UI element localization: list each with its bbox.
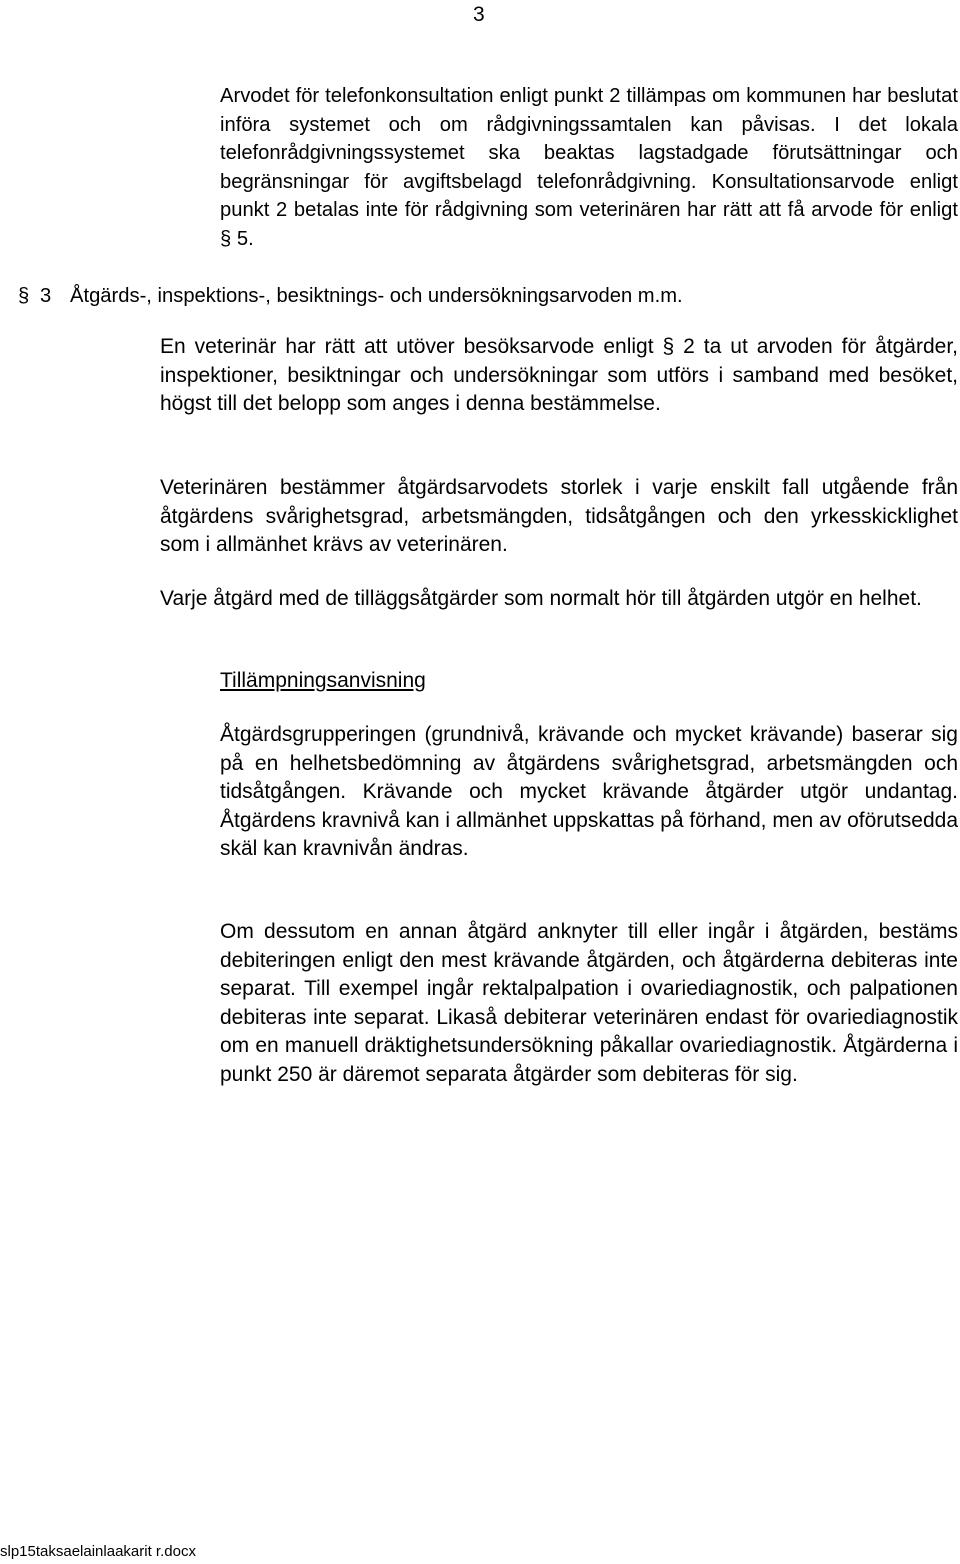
section-number: 3 xyxy=(40,285,52,307)
page-number: 3 xyxy=(473,3,485,26)
section-paragraph: Veterinären bestämmer åtgärdsarvodets storlek i varje enskilt fall utgående från åtgärdens svårighetsgrad, arbetsmängden, tidsåtgången och den yrkesskicklighet som i allmänhet krävs av veterinären. xyxy=(160,476,958,557)
intro-paragraph: Arvodet för telefonkonsultation enligt punkt 2 tillämpas om kommunen har beslutat införa systemet och om rådgivningssamtalen kan påvisas. I det lokala telefonrådgivningssystemet ska beaktas lagstadgade förutsättningar och begränsningar för avgiftsbelagd telefonrådgivning. Konsultationsarvode enligt punkt 2 betalas inte för rådgivning som veterinären har rätt att få arvode för enligt § 5. xyxy=(220,85,958,250)
guidance-paragraph: Om dessutom en annan åtgärd anknyter till eller ingår i åtgärden, bestäms debiteringen enligt den mest krävande åtgärden, och åtgärderna debiteras inte separat. Till exempel ingår rektalpalpation i ovariediagnostik, och palpationen debiteras inte separat. Likaså debiterar veterinären endast för ovariediagnostik om en manuell dräktighetsundersökning påkallar ovariediagnostik. Åtgärderna i punkt 250 är däremot separata åtgärder som debiteras för sig. xyxy=(220,920,958,1086)
document-filename-footer: slp15taksaelainlaakarit r.docx xyxy=(0,1543,196,1560)
section-heading xyxy=(18,282,683,310)
section-paragraph: Varje åtgärd med de tilläggsåtgärder som normalt hör till åtgärden utgör en helhet. xyxy=(160,587,922,610)
guidance-paragraph: Åtgärdsgrupperingen (grundnivå, krävande och mycket krävande) baserar sig på en helhetsbedömning av åtgärdens svårighetsgrad, arbetsmängden och tidsåtgången. Krävande och mycket krävande åtgärder utgör undantag. Åtgärdens kravnivå kan i allmänhet uppskattas på förhand, men av oförutsedda skäl kan kravnivån ändras. xyxy=(220,723,958,861)
section-symbol: § xyxy=(18,285,30,307)
guidance-heading: Tillämpningsanvisning xyxy=(220,669,426,692)
section-paragraph: En veterinär har rätt att utöver besöksarvode enligt § 2 ta ut arvoden för åtgärder, inspektioner, besiktningar och undersökningar som utförs i samband med besöket, högst till det belopp som anges i denna bestämmelse. xyxy=(160,335,958,416)
section-title: Åtgärds-, inspektions-, besiktnings- och undersökningsarvoden m.m. xyxy=(70,285,683,307)
